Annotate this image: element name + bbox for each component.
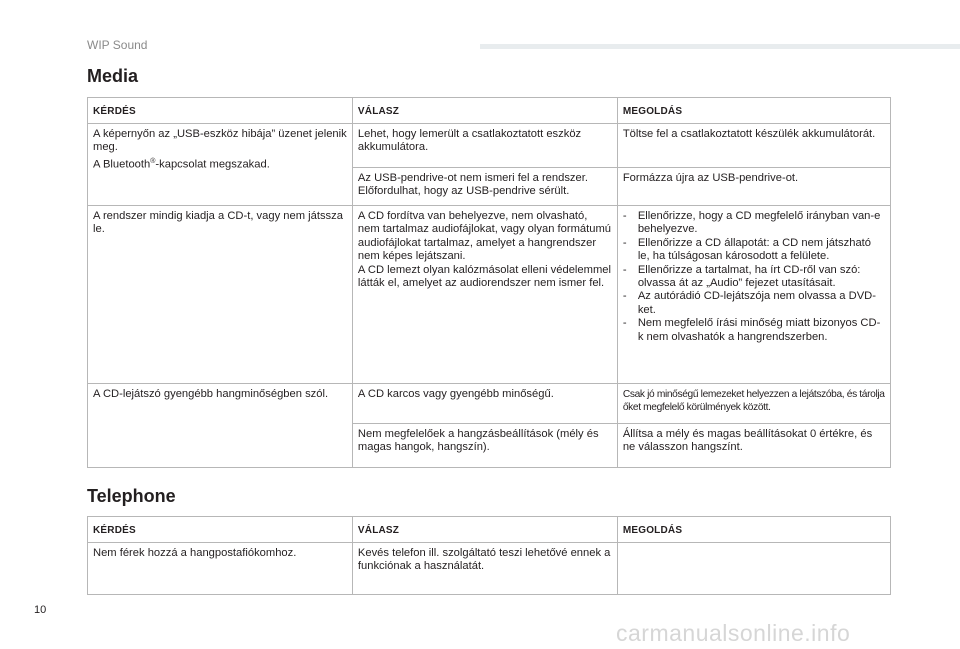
answer-text: A CD lemezt olyan kalózmásolat elleni védelemmel látták el, amelyet az audiorendszer nem ismer fel. (357, 263, 611, 290)
solution-cell: Töltse fel a csatlakoztatott készülék akkumulátorát. (617, 124, 890, 168)
question-cell (88, 124, 353, 206)
table-row (88, 206, 891, 384)
answer-cell: A CD karcos vagy gyengébb minőségű. (352, 384, 617, 424)
list-item: - Ellenőrizze a CD állapotát: a CD nem játszható le, ha túlságosan károsodott a felülete. (623, 237, 885, 264)
solution-cell: Formázza újra az USB-pendrive-ot. (617, 168, 890, 206)
media-faq-table (87, 97, 891, 468)
solution-cell: Állítsa a mély és magas beállításokat 0 értékre, és ne válasszon hangszínt. (617, 424, 890, 468)
column-header-question: KÉRDÉS (88, 98, 353, 124)
table-row (88, 124, 891, 168)
header-divider-bar (480, 44, 960, 49)
column-header-solution: MEGOLDÁS (617, 98, 890, 124)
answer-cell: Kevés telefon ill. szolgáltató teszi lehetővé ennek a funkciónak a használatát. (352, 543, 617, 595)
telephone-section-title: Telephone (87, 486, 176, 506)
question-text-bluetooth: A Bluetooth®-kapcsolat megszakad. (93, 157, 270, 171)
list-item: - Ellenőrizze, hogy a CD megfelelő irányban van-e behelyezve. (623, 210, 885, 237)
media-section-title: Media (87, 66, 139, 86)
watermark: carmanualsonline.info (616, 620, 851, 646)
question-cell: A rendszer mindig kiadja a CD-t, vagy nem játssza le. (88, 206, 353, 384)
table-header-row (88, 98, 891, 124)
column-header-answer: VÁLASZ (352, 98, 617, 124)
table-row (88, 384, 891, 424)
solution-cell (617, 206, 890, 384)
column-header-question: KÉRDÉS (88, 517, 353, 543)
table-row (88, 543, 891, 595)
page-number: 10 (34, 604, 47, 616)
list-item: - Nem megfelelő írási minőség miatt bizonyos CD-k nem olvashatók a hangrendszerben. (623, 317, 885, 344)
question-cell: Nem férek hozzá a hangpostafiókomhoz. (88, 543, 353, 595)
column-header-solution: MEGOLDÁS (617, 517, 890, 543)
answer-cell (352, 206, 617, 384)
solution-cell: Csak jó minőségű lemezeket helyezzen a lejátszóba, és tárolja őket megfelelő körülmények között. (617, 384, 890, 424)
question-cell: A CD-lejátszó gyengébb hangminőségben szól. (88, 384, 353, 468)
solution-list (623, 210, 885, 344)
answer-cell: Az USB-pendrive-ot nem ismeri fel a rendszer. Előfordulhat, hogy az USB-pendrive sérült. (352, 168, 617, 206)
column-header-answer: VÁLASZ (352, 517, 617, 543)
answer-cell: Lehet, hogy lemerült a csatlakoztatott eszköz akkumulátora. (352, 124, 617, 168)
list-item: - Ellenőrizze a tartalmat, ha írt CD-ről van szó: olvassa át az „Audio” fejezet utasításait. (623, 264, 885, 291)
answer-text: A CD fordítva van behelyezve, nem olvasható, nem tartalmaz audiofájlokat, vagy olyan formátumú audiofájlokat tartalmaz, amelyet a hangrendszer nem képes lejátszani. (357, 210, 611, 263)
table-header-row (88, 517, 891, 543)
answer-cell: Nem megfelelőek a hangzásbeállítások (mély és magas hangok, hangszín). (352, 424, 617, 468)
list-item: - Az autórádió CD-lejátszója nem olvassa a DVD-ket. (623, 290, 885, 317)
telephone-faq-table (87, 516, 891, 595)
solution-cell (617, 543, 890, 595)
question-text: A képernyőn az „USB-eszköz hibája” üzenet jelenik meg. (93, 128, 347, 154)
running-header: WIP Sound (87, 38, 148, 52)
